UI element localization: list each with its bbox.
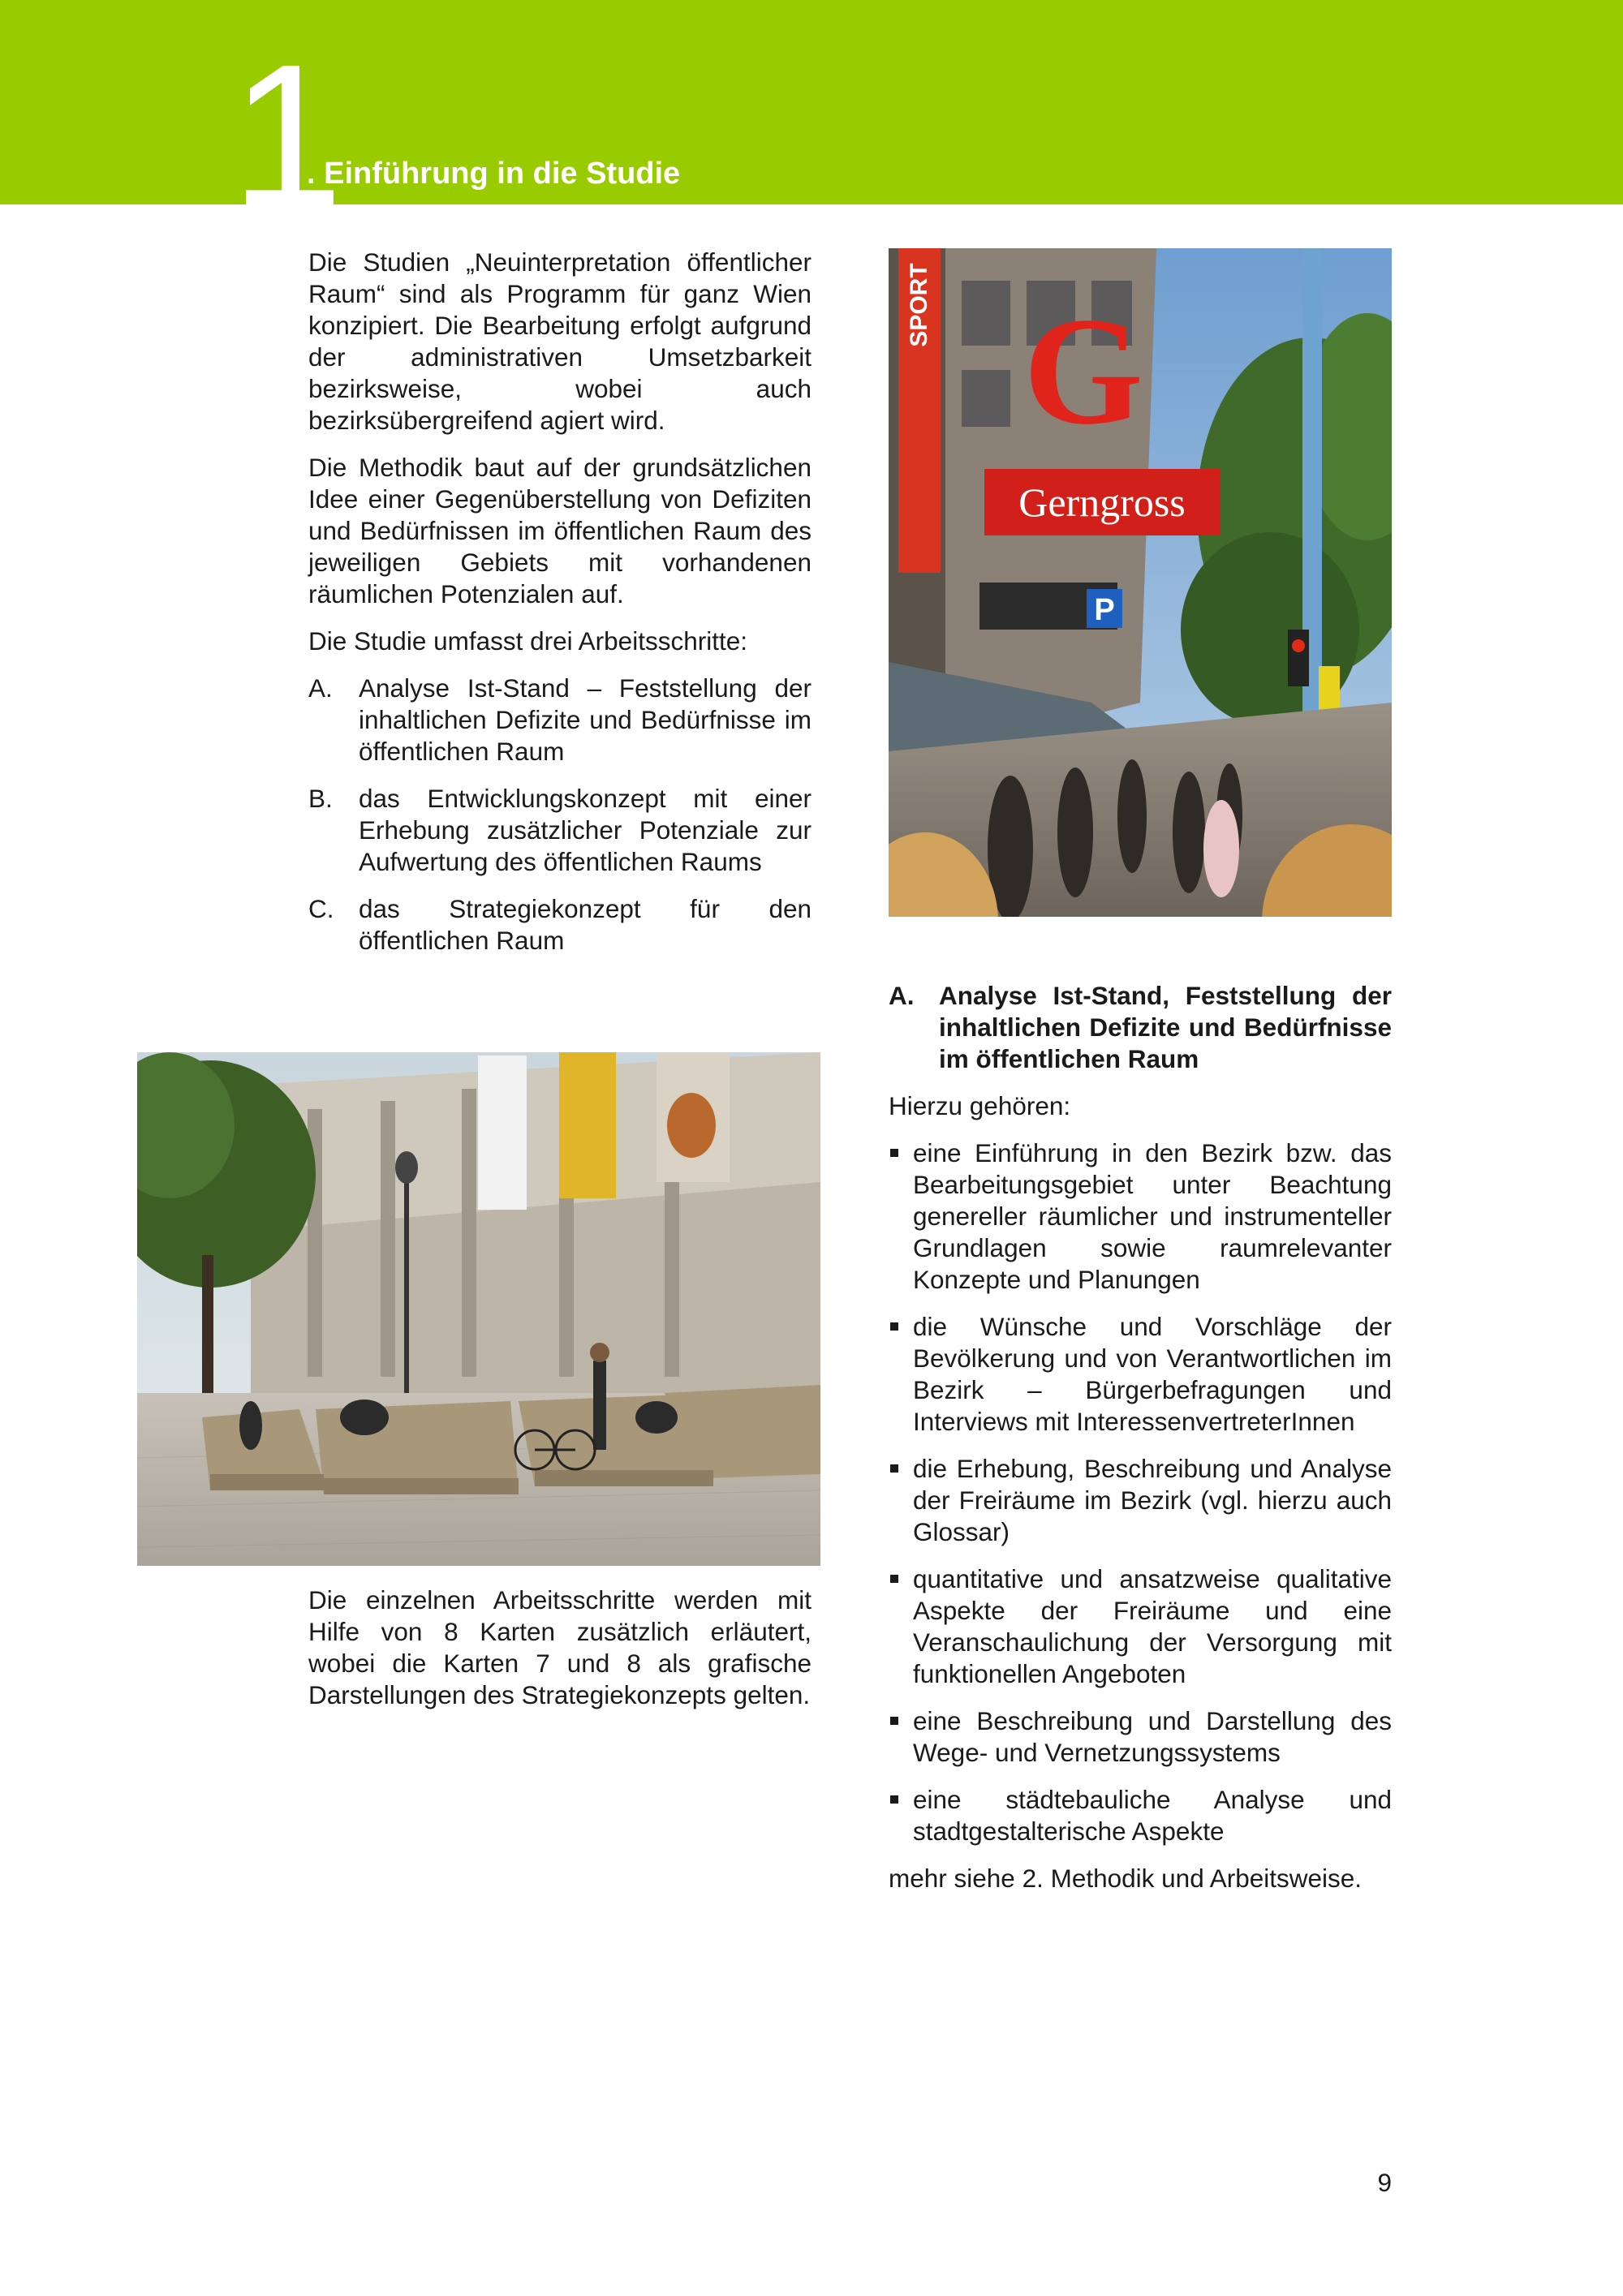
step-text: das Entwicklungskonzept mit einer Erhebung zusätzlicher Potenziale zur Aufwertung des öffentlichen Raums xyxy=(359,784,812,876)
gerngross-sign-text: Gerngross xyxy=(1018,479,1186,525)
bullet-text: quantitative und ansatzweise qualitative Aspekte der Freiräume und eine Veranschaulichung der Versorgung mit funktionellen Angeboten xyxy=(913,1564,1392,1688)
gerngross-logo-letter: G xyxy=(1023,286,1143,457)
sport-sign-text: SPORT xyxy=(906,263,932,347)
list-item xyxy=(308,673,812,767)
bullet-text: eine städtebauliche Analyse und stadtgestalterische Aspekte xyxy=(913,1785,1392,1846)
step-text: Analyse Ist-Stand – Feststellung der inhaltlichen Defizite und Bedürfnisse im öffentlichen Raum xyxy=(359,673,812,766)
bullet-square-icon xyxy=(890,1464,898,1473)
work-steps-list xyxy=(308,673,812,957)
left-closing-paragraph xyxy=(308,1584,812,1711)
list-item xyxy=(889,1137,1392,1296)
gerngross-street-photo xyxy=(889,248,1392,917)
list-item xyxy=(889,1784,1392,1847)
list-item xyxy=(308,783,812,878)
page-number: 9 xyxy=(1377,2168,1392,2197)
left-text-column xyxy=(308,247,812,972)
subheading-letter: A. xyxy=(889,981,915,1010)
methodology-paragraph: Die Methodik baut auf der grundsätzlichen Idee einer Gegenüberstellung von Defiziten und Bedürfnissen im öffentlichen Raum des jeweiligen Gebiets mit vorhandenen räumlichen Potenzialen auf. xyxy=(308,453,812,608)
section-subheading xyxy=(889,980,1392,1075)
list-item xyxy=(308,893,812,957)
step-letter: C. xyxy=(308,894,334,923)
bullet-text: eine Beschreibung und Darstellung des Wege- und Vernetzungssystems xyxy=(913,1706,1392,1767)
list-item xyxy=(889,1705,1392,1769)
list-item xyxy=(889,1563,1392,1690)
bullet-text: die Wünsche und Vorschläge der Bevölkerung und von Verantwortlichen im Bezirk – Bürgerbefragungen und Interviews mit InteressenvertreterInnen xyxy=(913,1312,1392,1436)
step-letter: B. xyxy=(308,784,333,813)
subheading-text: Analyse Ist-Stand, Feststellung der inhaltlichen Defizite und Bedürfnisse im öffentlichen Raum xyxy=(939,981,1392,1073)
bullet-square-icon xyxy=(890,1717,898,1725)
steps-intro: Die Studie umfasst drei Arbeitsschritte: xyxy=(308,626,747,656)
list-item xyxy=(889,1311,1392,1438)
bullet-text: eine Einführung in den Bezirk bzw. das Bearbeitungsgebiet unter Beachtung genereller räumlicher und instrumenteller Grundlagen sowie raumrelevanter Konzepte und Planungen xyxy=(913,1138,1392,1294)
analysis-bullet-list xyxy=(889,1137,1392,1847)
bullet-square-icon xyxy=(890,1322,898,1331)
museum-square-photo xyxy=(137,1052,820,1566)
chapter-header-banner xyxy=(0,0,1623,248)
intro-paragraph: Die Studien „Neuinterpretation öffentlicher Raum“ sind als Programm für ganz Wien konzipiert. Die Bearbeitung erfolgt aufgrund der administrativen Umsetzbarkeit bezirksweise, wobei auch bezirksübergreifend agiert wird. xyxy=(308,247,812,435)
bullets-intro: Hierzu gehören: xyxy=(889,1091,1071,1120)
maps-paragraph: Die einzelnen Arbeitsschritte werden mit Hilfe von 8 Karten zusätzlich erläutert, wobei die Karten 7 und 8 als grafische Darstellungen des Strategiekonzepts gelten. xyxy=(308,1585,812,1709)
bullet-square-icon xyxy=(890,1795,898,1804)
parking-sign-text: P xyxy=(1094,593,1115,627)
list-item xyxy=(889,1453,1392,1548)
step-letter: A. xyxy=(308,673,333,703)
bullet-square-icon xyxy=(890,1575,898,1583)
method-reference: mehr siehe 2. Methodik und Arbeitsweise. xyxy=(889,1864,1363,1893)
bullet-square-icon xyxy=(890,1149,898,1157)
step-text: das Strategiekonzept für den öffentlichen Raum xyxy=(359,894,812,955)
chapter-number: 1 xyxy=(230,22,339,248)
right-text-column xyxy=(889,980,1392,1910)
chapter-title: . Einführung in die Studie xyxy=(307,157,681,191)
bullet-text: die Erhebung, Beschreibung und Analyse der Freiräume im Bezirk (vgl. hierzu auch Glossar) xyxy=(913,1454,1392,1546)
